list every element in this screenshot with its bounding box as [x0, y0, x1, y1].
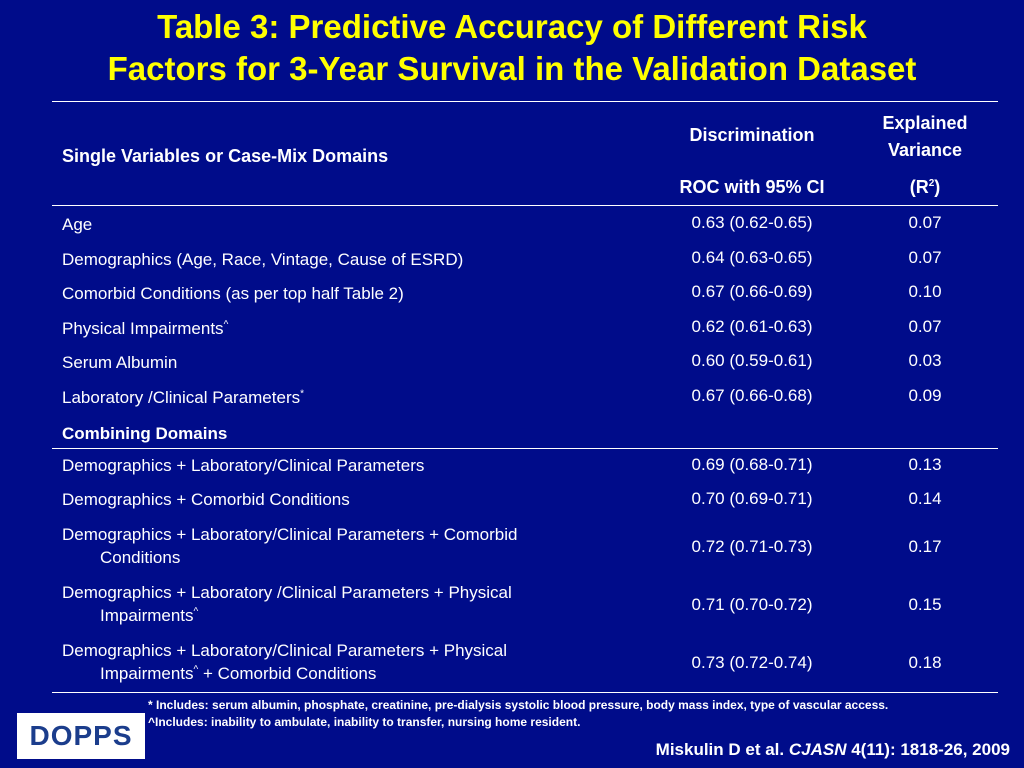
row-r2: 0.10	[908, 282, 942, 302]
table-header	[52, 102, 998, 205]
row-roc: 0.60 (0.59-0.61)	[691, 351, 813, 371]
row-roc: 0.73 (0.72-0.74)	[691, 652, 813, 672]
header-explained: Explained	[882, 113, 968, 133]
row-roc: 0.62 (0.61-0.63)	[691, 316, 813, 336]
row-variable-footnote-mark: ^	[223, 319, 229, 331]
row-variable-line-2-text: Impairments	[100, 663, 194, 683]
row-variable-line-1: Demographics + Laboratory/Clinical Parameters + Physical	[62, 640, 508, 660]
row-variable-line-2	[62, 604, 198, 627]
header-r2-sup: 2	[928, 178, 935, 189]
dopps-logo: DOPPS	[17, 713, 145, 759]
row-variable	[62, 581, 622, 627]
row-variable	[62, 282, 622, 305]
header-variance: Variance	[887, 140, 963, 160]
row-variable-text: Physical Impairments	[62, 318, 224, 338]
combined-domain-rows	[52, 449, 998, 692]
table-row	[52, 206, 998, 241]
row-variable	[62, 386, 622, 409]
header-roc: ROC with 95% CI	[679, 177, 825, 197]
results-table	[52, 101, 998, 693]
footnotes	[148, 697, 888, 731]
row-r2: 0.17	[908, 536, 942, 556]
footnote-2: ^Includes: inability to ambulate, inability to transfer, nursing home resident.	[148, 715, 581, 729]
row-variable	[62, 317, 622, 340]
row-variable-text: Comorbid Conditions (as per top half Table 2)	[62, 284, 404, 304]
row-roc: 0.64 (0.63-0.65)	[691, 247, 813, 267]
row-roc: 0.63 (0.62-0.65)	[691, 213, 813, 232]
table-row	[52, 241, 998, 276]
table-row	[52, 379, 998, 414]
citation-journal: CJASN	[788, 740, 847, 759]
row-variable-line-1: Demographics + Comorbid Conditions	[62, 490, 350, 510]
table-row	[52, 518, 998, 576]
row-roc: 0.72 (0.71-0.73)	[691, 536, 813, 556]
slide-title	[0, 6, 1024, 90]
row-variable-text: Laboratory /Clinical Parameters	[62, 387, 301, 407]
table-row	[52, 483, 998, 518]
row-variable-line-2-post: + Comorbid Conditions	[198, 663, 377, 683]
row-r2: 0.07	[908, 247, 942, 267]
footnote-1: * Includes: serum albumin, phosphate, creatinine, pre-dialysis systolic blood pressure, body mass index, type of vascular access.	[148, 698, 889, 712]
row-variable	[62, 523, 622, 569]
row-variable-text: Serum Albumin	[62, 353, 178, 373]
row-variable-line-1: Demographics + Laboratory /Clinical Parameters + Physical	[62, 582, 512, 602]
row-variable-footnote-mark: ^	[193, 605, 199, 617]
row-variable-line-2-text: Conditions	[100, 547, 181, 567]
row-variable-line-2-text: Impairments	[100, 605, 194, 625]
row-variable-footnote-mark: ^	[193, 663, 199, 675]
row-r2: 0.03	[908, 351, 942, 371]
row-variable-footnote-mark: *	[300, 388, 305, 400]
row-roc: 0.67 (0.66-0.69)	[691, 282, 813, 302]
row-r2: 0.07	[908, 213, 942, 232]
row-variable-line-1: Demographics + Laboratory/Clinical Parameters	[62, 455, 425, 475]
header-explained-variance	[852, 110, 998, 164]
section-row	[52, 414, 998, 448]
row-variable-line-2	[62, 546, 180, 569]
header-r2-post: )	[934, 177, 941, 197]
header-r2-pre: (R	[909, 177, 929, 197]
table-row	[52, 449, 998, 484]
row-variable-text: Age	[62, 215, 93, 234]
table-row	[52, 634, 998, 692]
citation-authors: Miskulin D et al.	[655, 740, 789, 759]
title-line-2: Factors for 3-Year Survival in the Validation Dataset	[107, 50, 917, 87]
row-variable-text: Demographics (Age, Race, Vintage, Cause of ESRD)	[62, 249, 464, 269]
row-roc: 0.70 (0.69-0.71)	[691, 489, 813, 509]
header-r2	[852, 177, 998, 198]
table-row	[52, 310, 998, 345]
row-r2: 0.18	[908, 652, 942, 672]
row-variable-line-1: Demographics + Laboratory/Clinical Parameters + Comorbid	[62, 524, 518, 544]
header-variables: Single Variables or Case-Mix Domains	[62, 146, 389, 166]
single-variable-rows	[52, 206, 998, 414]
row-r2: 0.07	[908, 316, 942, 336]
row-r2: 0.09	[908, 385, 942, 405]
row-r2: 0.13	[908, 454, 942, 474]
row-roc: 0.67 (0.66-0.68)	[691, 385, 813, 405]
row-variable	[62, 248, 622, 271]
row-roc: 0.69 (0.68-0.71)	[691, 454, 813, 474]
row-r2: 0.15	[908, 594, 942, 614]
title-line-1: Table 3: Predictive Accuracy of Different Risk	[157, 8, 867, 45]
row-variable	[62, 488, 622, 511]
section-label: Combining Domains	[62, 423, 228, 443]
row-r2: 0.14	[908, 489, 942, 509]
row-variable	[62, 639, 622, 685]
table-row	[52, 576, 998, 634]
row-roc: 0.71 (0.70-0.72)	[691, 594, 813, 614]
row-variable	[62, 213, 622, 236]
header-discrimination: Discrimination	[689, 125, 815, 145]
row-variable-line-2	[62, 662, 376, 685]
citation	[656, 740, 1010, 760]
row-variable	[62, 351, 622, 374]
table-bottom-rule	[52, 692, 998, 693]
table-row	[52, 344, 998, 379]
table-row	[52, 275, 998, 310]
citation-ref: 4(11): 1818-26, 2009	[846, 740, 1010, 759]
row-variable	[62, 454, 622, 477]
